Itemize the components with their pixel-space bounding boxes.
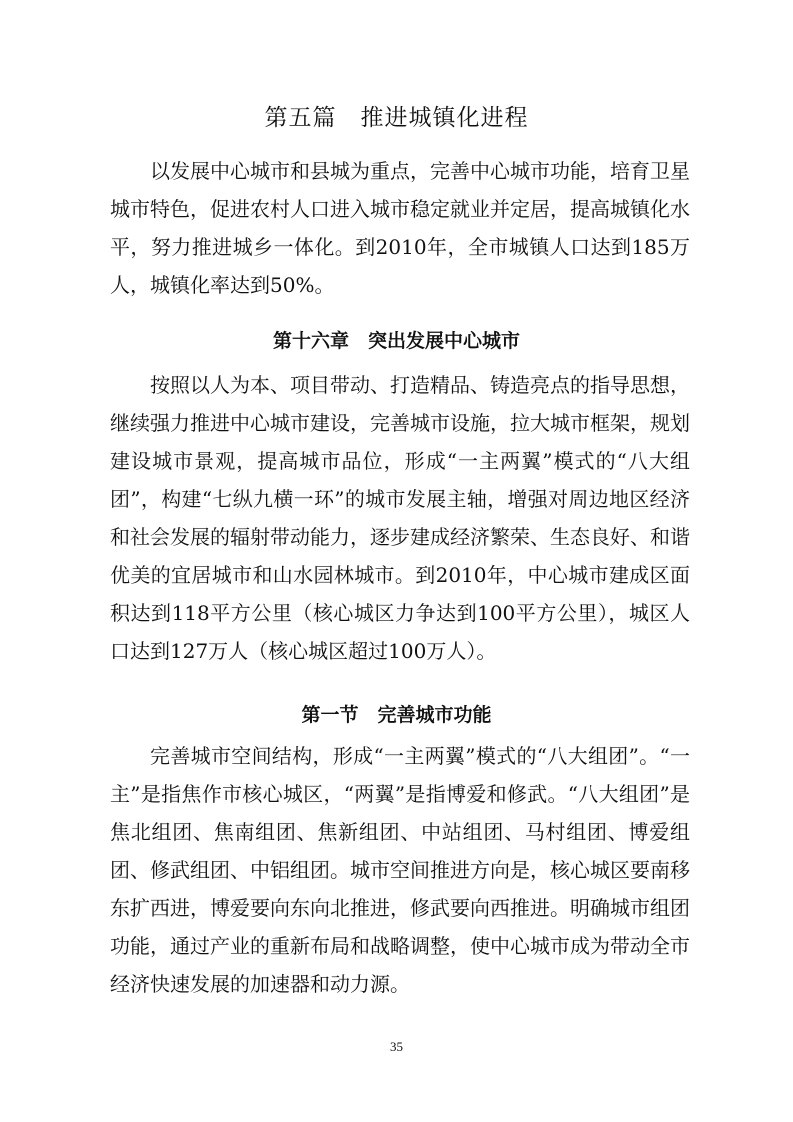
section-paragraph: 完善城市空间结构，形成“一主两翼”模式的“八大组团”。“一主”是指焦作市核心城区，“两翼”是指博爱和修武。“八大组团”是焦北组团、焦南组团、焦新组团、中站组团、马村组团、博爱组团、修武组团、中铝组团。城市空间推进方向是，核心城区要南移东扩西进，博爱要向东向北推进，修武要向西推进。明确城市组团功能，通过产业的重新布局和战略调整，使中心城市成为带动全市经济快速发展的加速器和动力源。	[110, 744, 690, 996]
chapter-paragraph: 按照以人为本、项目带动、打造精品、铸造亮点的指导思想，继续强力推进中心城市建设，完善城市设施，拉大城市框架，规划建设城市景观，提高城市品位，形成“一主两翼”模式的“八大组团”，构建“七纵九横一环”的城市发展主轴，增强对周边地区经济和社会发展的辐射带动能力，逐步建成经济繁荣、生态良好、和谐优美的宜居城市和山水园林城市。到2010年，中心城市建成区面积达到118平方公里（核心城区力争达到100平方公里），城区人口达到127万人（核心城区超过100万人）。	[110, 373, 690, 663]
part-title: 第五篇 推进城镇化进程	[264, 105, 529, 131]
page-number: 35	[390, 1039, 403, 1054]
intro-paragraph: 以发展中心城市和县城为重点，完善中心城市功能，培育卫星城市特色，促进农村人口进入城市稳定就业并定居，提高城镇化水平，努力推进城乡一体化。到2010年，全市城镇人口达到185万人，城镇化率达到50%。	[110, 159, 690, 297]
chapter-title: 第十六章 突出发展中心城市	[272, 330, 520, 352]
section-title: 第一节 完善城市功能	[301, 704, 492, 726]
